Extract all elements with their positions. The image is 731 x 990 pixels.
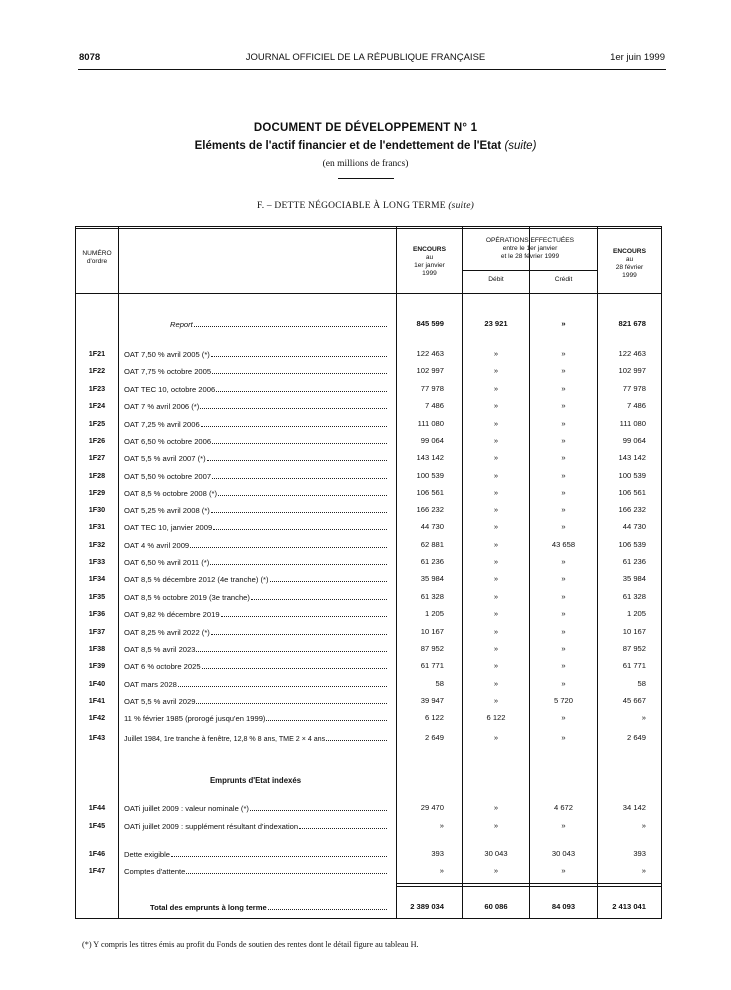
header-line: au	[625, 256, 634, 263]
row-label	[124, 695, 387, 708]
cell-encours-start: 845 599	[416, 319, 444, 328]
leader-dots	[268, 901, 387, 910]
cell-encours-start: 44 730	[420, 522, 444, 531]
header-line: entre le 1er janvier	[502, 245, 558, 252]
row-label-text: Comptes d'attente	[124, 867, 186, 876]
cell-encours-start: »	[439, 821, 444, 830]
cell-debit: »	[493, 679, 499, 688]
row-label	[124, 365, 387, 378]
header-line: 1999	[422, 270, 437, 277]
cell-encours-start: 58	[435, 679, 444, 688]
cell-encours-start: 87 952	[420, 644, 444, 653]
cell-debit: »	[493, 557, 499, 566]
row-code: 1F30	[88, 505, 106, 514]
leader-dots	[186, 865, 387, 874]
row-code: 1F26	[88, 436, 106, 445]
row-label-text: OAT 8,5 % octobre 2008 (*)	[124, 489, 218, 498]
cell-encours-end: 393	[633, 849, 646, 858]
cell-debit: »	[493, 696, 499, 705]
header-line: d'ordre	[86, 258, 108, 265]
table-row	[0, 695, 731, 707]
row-label-text: 11 % février 1985 (prorogé jusqu'en 1999)	[124, 714, 266, 723]
subtitle-suffix: (suite)	[504, 140, 537, 152]
cell-encours-end: 106 561	[618, 488, 646, 497]
row-code: 1F44	[88, 803, 106, 812]
row-code: 1F31	[88, 522, 106, 531]
leader-dots	[270, 573, 388, 582]
row-label	[124, 626, 387, 639]
cell-encours-end: 58	[637, 679, 646, 688]
cell-encours-start: 35 984	[420, 574, 444, 583]
cell-debit: »	[493, 366, 499, 375]
row-code: 1F43	[88, 733, 106, 742]
cell-encours-start: 106 561	[416, 488, 444, 497]
row-code: 1F42	[88, 713, 106, 722]
leader-dots	[201, 418, 387, 427]
row-label-text: OAT 8,5 % octobre 2019 (3e tranche)	[124, 593, 250, 602]
column-header-encours-end	[598, 248, 661, 280]
row-label-text: Dette exigible	[124, 850, 171, 859]
header-line: 1999	[622, 272, 637, 279]
cell-debit: »	[493, 661, 499, 670]
cell-credit: 43 658	[551, 540, 576, 549]
cell-encours-start: 122 463	[416, 349, 444, 358]
header-line: 1er janvier	[414, 262, 445, 269]
row-code: 1F29	[88, 488, 106, 497]
cell-encours-end: 122 463	[618, 349, 646, 358]
cell-encours-start: 102 997	[416, 366, 444, 375]
leader-dots	[251, 591, 387, 600]
cell-debit: »	[493, 471, 499, 480]
issue-date: 1er juin 1999	[610, 52, 665, 63]
row-code: 1F21	[88, 349, 106, 358]
cell-credit: »	[561, 557, 566, 566]
cell-encours-end: 7 486	[626, 401, 646, 410]
header-line: NUMÉRO	[82, 250, 112, 257]
column-header-debit: Débit	[488, 276, 504, 283]
cell-credit: »	[561, 349, 566, 358]
row-label	[124, 802, 387, 815]
cell-encours-start: 10 167	[420, 627, 444, 636]
cell-encours-start: 7 486	[424, 401, 444, 410]
cell-credit: 84 093	[551, 902, 576, 911]
cell-debit: »	[493, 522, 499, 531]
row-code: 1F33	[88, 557, 106, 566]
row-label	[124, 660, 387, 673]
section-suffix: (suite)	[448, 201, 474, 211]
row-label	[124, 865, 387, 878]
table-row	[0, 435, 731, 447]
row-label	[124, 643, 387, 656]
row-label-text: OAT 7,50 % avril 2005 (*)	[124, 350, 210, 359]
cell-credit: »	[561, 592, 566, 601]
cell-credit: »	[561, 366, 566, 375]
cell-debit: »	[493, 592, 499, 601]
leader-dots	[211, 348, 387, 357]
table-row	[0, 400, 731, 412]
row-label-text: OAT TEC 10, janvier 2009	[124, 523, 213, 532]
cell-credit: »	[561, 713, 566, 722]
leader-dots	[190, 539, 387, 548]
table-row	[0, 521, 731, 533]
table-row	[0, 452, 731, 464]
cell-encours-start: »	[439, 866, 444, 875]
cell-credit: »	[561, 401, 566, 410]
cell-debit: 30 043	[484, 849, 508, 858]
leader-dots	[211, 626, 387, 635]
cell-encours-end: 34 142	[622, 803, 646, 812]
table-row	[0, 383, 731, 395]
row-code: 1F36	[88, 609, 106, 618]
row-label	[124, 732, 387, 745]
cell-credit: »	[561, 661, 566, 670]
cell-credit: »	[561, 733, 566, 742]
cell-encours-start: 6 122	[424, 713, 444, 722]
row-code: 1F28	[88, 471, 106, 480]
cell-credit: »	[561, 609, 566, 618]
header-rule	[78, 69, 666, 70]
row-label	[124, 521, 387, 534]
cell-credit: »	[561, 821, 566, 830]
cell-encours-start: 100 539	[416, 471, 444, 480]
row-label	[124, 678, 387, 691]
cell-encours-start: 1 205	[424, 609, 444, 618]
table-row	[0, 539, 731, 551]
cell-credit: »	[561, 505, 566, 514]
leader-dots	[196, 643, 387, 652]
cell-encours-end: 821 678	[618, 319, 646, 328]
operations-separator	[463, 270, 597, 271]
row-label	[124, 400, 387, 413]
cell-credit: »	[561, 627, 566, 636]
total-rule	[396, 886, 662, 887]
total-rule	[396, 883, 662, 884]
cell-debit: »	[493, 505, 499, 514]
section-text: F. – DETTE NÉGOCIABLE À LONG TERME	[257, 201, 446, 211]
row-label	[124, 418, 387, 431]
table-row	[0, 802, 731, 814]
cell-debit: »	[493, 419, 499, 428]
table-row	[0, 643, 731, 655]
cell-encours-end: 100 539	[618, 471, 646, 480]
table-row	[0, 732, 731, 744]
row-label-text: Total des emprunts à long terme	[150, 903, 267, 912]
row-label	[124, 348, 387, 361]
cell-debit: »	[493, 349, 499, 358]
leader-dots	[212, 435, 387, 444]
subtitle-text: Eléments de l'actif financier et de l'endettement de l'Etat	[194, 140, 502, 152]
cell-encours-end: 143 142	[618, 453, 646, 462]
table-row	[0, 678, 731, 690]
row-label-text: OAT 9,82 % décembre 2019	[124, 610, 220, 619]
row-label-text: OATi juillet 2009 : supplément résultant d'indexation	[124, 822, 299, 831]
cell-credit: »	[561, 471, 566, 480]
cell-encours-end: 44 730	[622, 522, 646, 531]
row-label	[124, 591, 387, 604]
row-label-text: OAT 8,25 % avril 2022 (*)	[124, 628, 210, 637]
cell-debit: »	[493, 401, 499, 410]
row-label-text: OAT 8,5 % décembre 2012 (4e tranche) (*)	[124, 575, 269, 584]
cell-credit: »	[561, 679, 566, 688]
leader-dots	[216, 383, 387, 392]
row-label	[124, 452, 387, 465]
row-label	[124, 435, 387, 448]
cell-encours-end: 61 328	[622, 592, 646, 601]
cell-encours-start: 166 232	[416, 505, 444, 514]
cell-credit: »	[561, 384, 566, 393]
table-row	[0, 487, 731, 499]
cell-credit: »	[561, 319, 566, 328]
leader-dots	[196, 695, 387, 704]
cell-encours-end: 10 167	[622, 627, 646, 636]
table-row	[0, 712, 731, 724]
cell-encours-end: 35 984	[622, 574, 646, 583]
row-code: 1F45	[88, 821, 106, 830]
report-row	[0, 318, 731, 330]
cell-credit: »	[561, 574, 566, 583]
row-label	[124, 820, 387, 833]
cell-debit: »	[493, 436, 499, 445]
row-code: 1F25	[88, 419, 106, 428]
row-label-text: Report	[170, 320, 193, 329]
cell-encours-end: 61 771	[622, 661, 646, 670]
leader-dots	[211, 504, 387, 513]
table-row	[0, 470, 731, 482]
row-label-text: OAT 5,5 % avril 2007 (*)	[124, 454, 206, 463]
total-row	[0, 901, 731, 913]
cell-encours-start: 143 142	[416, 453, 444, 462]
cell-encours-end: »	[641, 713, 646, 722]
cell-encours-start: 2 389 034	[410, 902, 444, 911]
cell-encours-end: »	[641, 866, 646, 875]
leader-dots	[178, 678, 387, 687]
column-header-credit: Crédit	[554, 276, 573, 283]
leader-dots	[218, 487, 387, 496]
leader-dots	[266, 712, 387, 721]
document-subtitle	[0, 140, 731, 152]
row-label	[124, 712, 387, 725]
row-code: 1F22	[88, 366, 106, 375]
cell-encours-start: 29 470	[420, 803, 444, 812]
table-row	[0, 660, 731, 672]
column-header-operations	[463, 237, 597, 261]
table-row	[0, 820, 731, 832]
table-row	[0, 573, 731, 585]
title-rule	[338, 178, 394, 179]
unit-note: (en millions de francs)	[322, 159, 409, 169]
row-label-text: OAT 5,25 % avril 2008 (*)	[124, 506, 210, 515]
row-code: 1F24	[88, 401, 106, 410]
table-row	[0, 556, 731, 568]
row-label	[124, 573, 387, 586]
column-header-encours-start	[397, 246, 462, 278]
row-code: 1F23	[88, 384, 106, 393]
row-label-text: OAT 8,5 % avril 2023	[124, 645, 196, 654]
row-code: 1F38	[88, 644, 106, 653]
table-row	[0, 504, 731, 516]
row-label-text: OAT 4 % avril 2009	[124, 541, 190, 550]
cell-debit: »	[493, 821, 499, 830]
cell-debit: »	[493, 609, 499, 618]
cell-debit: »	[493, 488, 499, 497]
row-label-text: OAT 6 % octobre 2025	[124, 662, 201, 671]
cell-encours-end: 106 539	[618, 540, 646, 549]
cell-credit: »	[561, 453, 566, 462]
row-code: 1F32	[88, 540, 106, 549]
cell-encours-start: 39 947	[420, 696, 444, 705]
cell-debit: »	[493, 644, 499, 653]
row-label-text: OAT 5,50 % octobre 2007	[124, 472, 212, 481]
cell-encours-end: 166 232	[618, 505, 646, 514]
table-row	[0, 591, 731, 603]
leader-dots	[207, 452, 387, 461]
cell-encours-end: 2 413 041	[612, 902, 646, 911]
row-code: 1F40	[88, 679, 106, 688]
cell-encours-start: 61 328	[420, 592, 444, 601]
row-label-text: OATi juillet 2009 : valeur nominale (*)	[124, 804, 249, 813]
leader-dots	[210, 556, 387, 565]
table-row	[0, 608, 731, 620]
row-label	[124, 901, 387, 914]
row-label-text: OAT 6,50 % avril 2011 (*)	[124, 558, 210, 567]
table-row	[0, 365, 731, 377]
cell-encours-start: 99 064	[420, 436, 444, 445]
cell-encours-start: 62 881	[420, 540, 444, 549]
cell-debit: »	[493, 866, 499, 875]
cell-encours-end: 61 236	[622, 557, 646, 566]
row-label	[124, 383, 387, 396]
cell-credit: »	[561, 522, 566, 531]
row-code: 1F41	[88, 696, 106, 705]
row-label	[124, 487, 387, 500]
cell-debit: »	[493, 540, 499, 549]
leader-dots	[171, 848, 387, 857]
row-code: 1F46	[88, 849, 106, 858]
row-label-text: OAT 5,5 % avril 2029	[124, 697, 196, 706]
cell-encours-end: 1 205	[626, 609, 646, 618]
row-label-text: OAT TEC 10, octobre 2006	[124, 385, 216, 394]
cell-encours-end: 102 997	[618, 366, 646, 375]
page-number: 8078	[79, 52, 101, 63]
cell-encours-end: 45 667	[622, 696, 646, 705]
row-code: 1F39	[88, 661, 106, 670]
table-double-rule	[75, 228, 662, 229]
row-label	[124, 539, 387, 552]
leader-dots	[202, 660, 387, 669]
cell-encours-start: 61 236	[420, 557, 444, 566]
cell-encours-end: 87 952	[622, 644, 646, 653]
table-row	[0, 626, 731, 638]
cell-debit: »	[493, 384, 499, 393]
table-row	[0, 848, 731, 860]
cell-debit: 60 086	[484, 902, 508, 911]
cell-encours-end: »	[641, 821, 646, 830]
cell-debit: »	[493, 574, 499, 583]
row-label-text: Juillet 1984, 1re tranche à fenêtre, 12,8 % 8 ans, TME 2 × 4 ans	[124, 735, 326, 743]
cell-encours-end: 99 064	[622, 436, 646, 445]
row-label	[124, 504, 387, 517]
header-line: et le 28 février 1999	[500, 253, 560, 260]
cell-encours-end: 77 978	[622, 384, 646, 393]
row-label	[124, 470, 387, 483]
cell-credit: 4 672	[553, 803, 573, 812]
table-row	[0, 865, 731, 877]
leader-dots	[212, 470, 387, 479]
cell-credit: 30 043	[551, 849, 576, 858]
row-code: 1F47	[88, 866, 106, 875]
row-label	[124, 318, 387, 331]
cell-credit: »	[561, 644, 566, 653]
row-label-text: OAT 6,50 % octobre 2006	[124, 437, 212, 446]
cell-credit: »	[561, 419, 566, 428]
leader-dots	[213, 521, 387, 530]
row-code: 1F35	[88, 592, 106, 601]
header-line: ENCOURS	[413, 246, 446, 253]
row-code: 1F27	[88, 453, 106, 462]
table-row	[0, 418, 731, 430]
cell-encours-end: 2 649	[626, 733, 646, 742]
cell-debit: »	[493, 733, 499, 742]
cell-credit: »	[561, 488, 566, 497]
header-line: OPÉRATIONS EFFECTUÉES	[485, 237, 575, 244]
header-separator	[75, 293, 662, 294]
leader-dots	[200, 400, 387, 409]
row-code: 1F37	[88, 627, 106, 636]
header-line: au	[425, 254, 434, 261]
cell-encours-start: 393	[431, 849, 444, 858]
cell-credit: 5 720	[553, 696, 573, 705]
cell-credit: »	[561, 866, 566, 875]
row-label	[124, 608, 387, 621]
leader-dots	[194, 318, 387, 327]
header-line: 28 février	[615, 264, 644, 271]
document-title: DOCUMENT DE DÉVELOPPEMENT N° 1	[253, 122, 478, 134]
leader-dots	[299, 820, 387, 829]
footnote: (*) Y compris les titres émis au profit du Fonds de soutien des rentes dont le détail figure au tableau H.	[82, 940, 419, 949]
cell-encours-end: 111 080	[619, 419, 646, 428]
column-header-numero	[76, 250, 118, 266]
leader-dots	[221, 608, 387, 617]
cell-debit: 23 921	[484, 319, 508, 328]
cell-debit: »	[493, 627, 499, 636]
table-row	[0, 348, 731, 360]
row-label-text: OAT mars 2028	[124, 680, 177, 689]
cell-encours-start: 2 649	[424, 733, 444, 742]
header-line: ENCOURS	[613, 248, 646, 255]
cell-credit: »	[561, 436, 566, 445]
row-label	[124, 848, 387, 861]
cell-encours-start: 61 771	[420, 661, 444, 670]
row-label-text: OAT 7,25 % avril 2006	[124, 420, 200, 429]
leader-dots	[212, 365, 387, 374]
cell-debit: 6 122	[486, 713, 506, 722]
cell-debit: »	[493, 803, 499, 812]
journal-title: JOURNAL OFFICIEL DE LA RÉPUBLIQUE FRANÇAISE	[245, 52, 486, 63]
leader-dots	[250, 802, 387, 811]
leader-dots	[326, 732, 387, 741]
row-code: 1F34	[88, 574, 106, 583]
row-label-text: OAT 7 % avril 2006 (*)	[124, 402, 200, 411]
cell-debit: »	[493, 453, 499, 462]
row-label	[124, 556, 387, 569]
row-label-text: OAT 7,75 % octobre 2005	[124, 367, 212, 376]
section-title	[0, 201, 731, 211]
cell-encours-start: 77 978	[420, 384, 444, 393]
cell-encours-start: 111 080	[417, 419, 444, 428]
subsection-title: Emprunts d'Etat indexés	[209, 776, 302, 785]
